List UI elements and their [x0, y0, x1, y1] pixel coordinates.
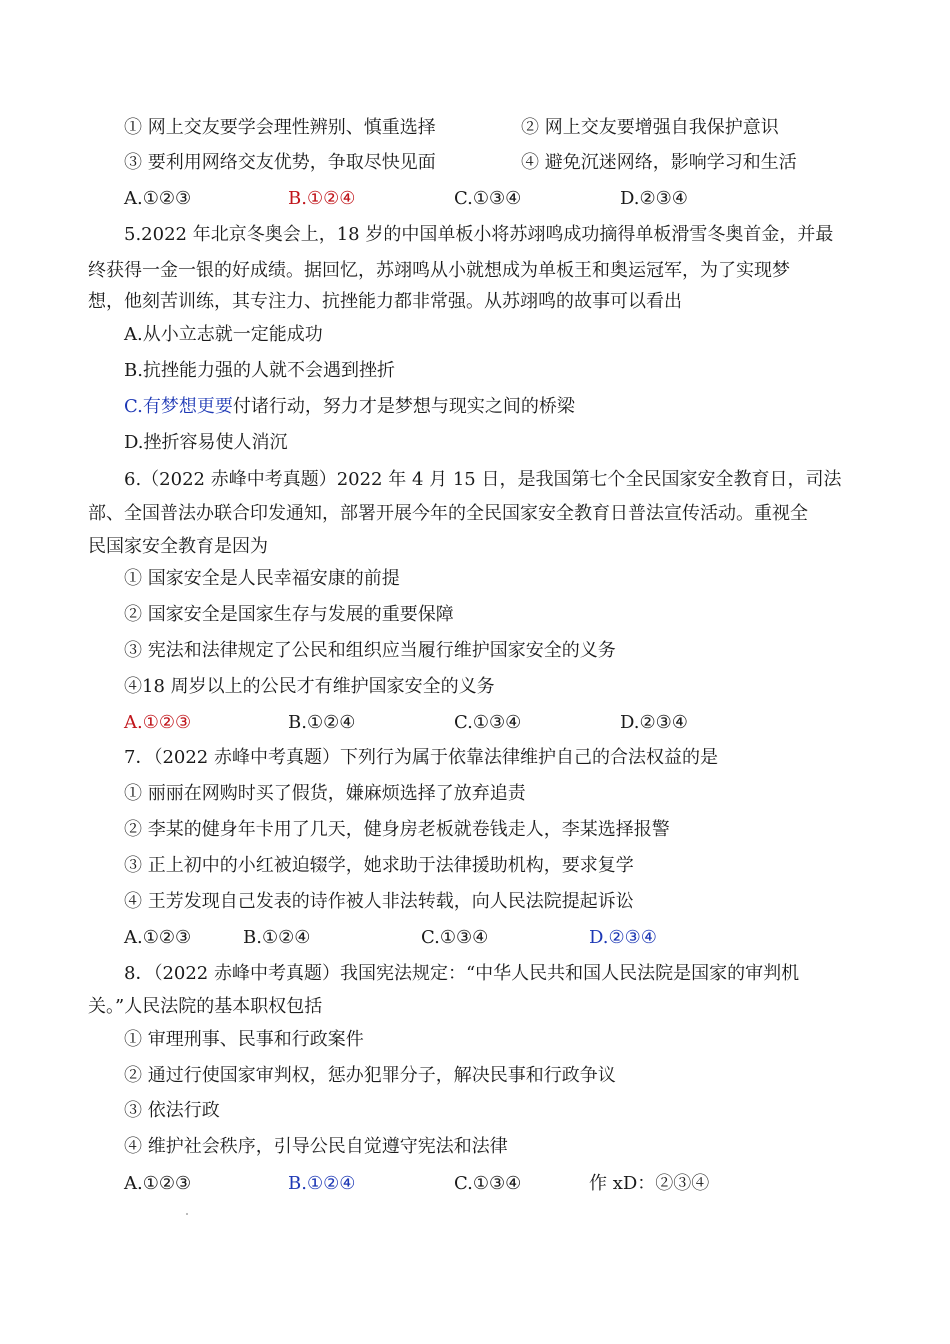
q6-option-c: C.①③④ — [454, 712, 522, 733]
q5-option-c — [124, 395, 575, 419]
q7-option-d-answer: D.②③④ — [589, 927, 657, 948]
q5-option-b: B.抗挫能力强的人就不会遇到挫折 — [124, 360, 395, 381]
q4-statement-2: ② 网上交友要增强自我保护意识 — [521, 117, 779, 138]
q4-statement-3: ③ 要利用网络交友优势，争取尽快见面 — [124, 152, 436, 173]
q5-stem-line-1: 5.2022 年北京冬奥会上，18 岁的中国单板小将苏翊鸣成功摘得单板滑雪冬奥首金，并最 — [124, 224, 834, 245]
q7-option-c: C.①③④ — [421, 927, 489, 948]
q7-statement-2: ② 李某的健身年卡用了几天，健身房老板就卷钱走人，李某选择报警 — [124, 819, 670, 840]
q8-statement-1: ① 审理刑事、民事和行政案件 — [124, 1029, 364, 1050]
q5-stem-line-2: 终获得一金一银的好成绩。据回忆，苏翊鸣从小就想成为单板王和奥运冠军，为了实现梦 — [88, 260, 790, 281]
q8-option-a: A.①②③ — [124, 1173, 192, 1194]
q6-stem-line-1: 6.（2022 赤峰中考真题）2022 年 4 月 15 日，是我国第七个全民国家安全教育日，司法 — [124, 469, 842, 490]
q7-option-b: B.①②④ — [243, 927, 311, 948]
q8-statement-3: ③ 依法行政 — [124, 1100, 220, 1121]
q6-option-a-answer: A.①②③ — [124, 712, 192, 733]
q4-option-a: A.①②③ — [124, 188, 192, 209]
q4-option-c: C.①③④ — [454, 188, 522, 209]
q6-option-b: B.①②④ — [288, 712, 356, 733]
scan-speck — [186, 1213, 188, 1215]
q5-option-c-rest: 付诸行动，努力才是梦想与现实之间的桥梁 — [232, 396, 575, 417]
q7-statement-1: ① 丽丽在网购时买了假货，嫌麻烦选择了放弃追责 — [124, 783, 526, 804]
q5-option-a: A.从小立志就一定能成功 — [124, 324, 323, 345]
q4-statement-1: ① 网上交友要学会理性辨别、慎重选择 — [124, 117, 436, 138]
q8-option-d: 作 xD：②③④ — [589, 1173, 710, 1194]
q6-option-d: D.②③④ — [620, 712, 688, 733]
q7-option-a: A.①②③ — [124, 927, 192, 948]
q4-option-b-answer: B.①②④ — [288, 188, 356, 209]
q8-statement-4: ④ 维护社会秩序，引导公民自觉遵守宪法和法律 — [124, 1136, 508, 1157]
q8-option-b-answer: B.①②④ — [288, 1173, 356, 1194]
q6-stem-line-3: 民国家安全教育是因为 — [88, 536, 268, 557]
q5-option-c-highlight: C.有梦想更要 — [124, 396, 233, 417]
q4-option-d: D.②③④ — [620, 188, 688, 209]
q7-statement-4: ④ 王芳发现自己发表的诗作被人非法转载，向人民法院提起诉讼 — [124, 891, 634, 912]
q4-statement-4: ④ 避免沉迷网络，影响学习和生活 — [521, 152, 797, 173]
q6-stem-line-2: 部、全国普法办联合印发通知，部署开展今年的全民国家安全教育日普法宣传活动。重视全 — [88, 503, 808, 524]
q8-stem-line-2: 关。”人民法院的基本职权包括 — [88, 996, 323, 1017]
q7-stem: 7．（2022 赤峰中考真题）下列行为属于依靠法律维护自己的合法权益的是 — [124, 747, 718, 768]
q8-stem-line-1: 8．（2022 赤峰中考真题）我国宪法规定：“中华人民共和国人民法院是国家的审判机 — [124, 963, 800, 984]
q6-statement-3: ③ 宪法和法律规定了公民和组织应当履行维护国家安全的义务 — [124, 640, 616, 661]
q6-statement-1: ① 国家安全是人民幸福安康的前提 — [124, 568, 400, 589]
q8-statement-2: ② 通过行使国家审判权，惩办犯罪分子，解决民事和行政争议 — [124, 1065, 616, 1086]
q5-stem-line-3: 想，他刻苦训练，其专注力、抗挫能力都非常强。从苏翊鸣的故事可以看出 — [88, 291, 682, 312]
q6-statement-2: ② 国家安全是国家生存与发展的重要保障 — [124, 604, 454, 625]
q6-statement-4: ④18 周岁以上的公民才有维护国家安全的义务 — [124, 676, 495, 697]
q7-statement-3: ③ 正上初中的小红被迫辍学，她求助于法律援助机构，要求复学 — [124, 855, 634, 876]
q8-option-c: C.①③④ — [454, 1173, 522, 1194]
q5-option-d: D.挫折容易使人消沉 — [124, 432, 288, 453]
